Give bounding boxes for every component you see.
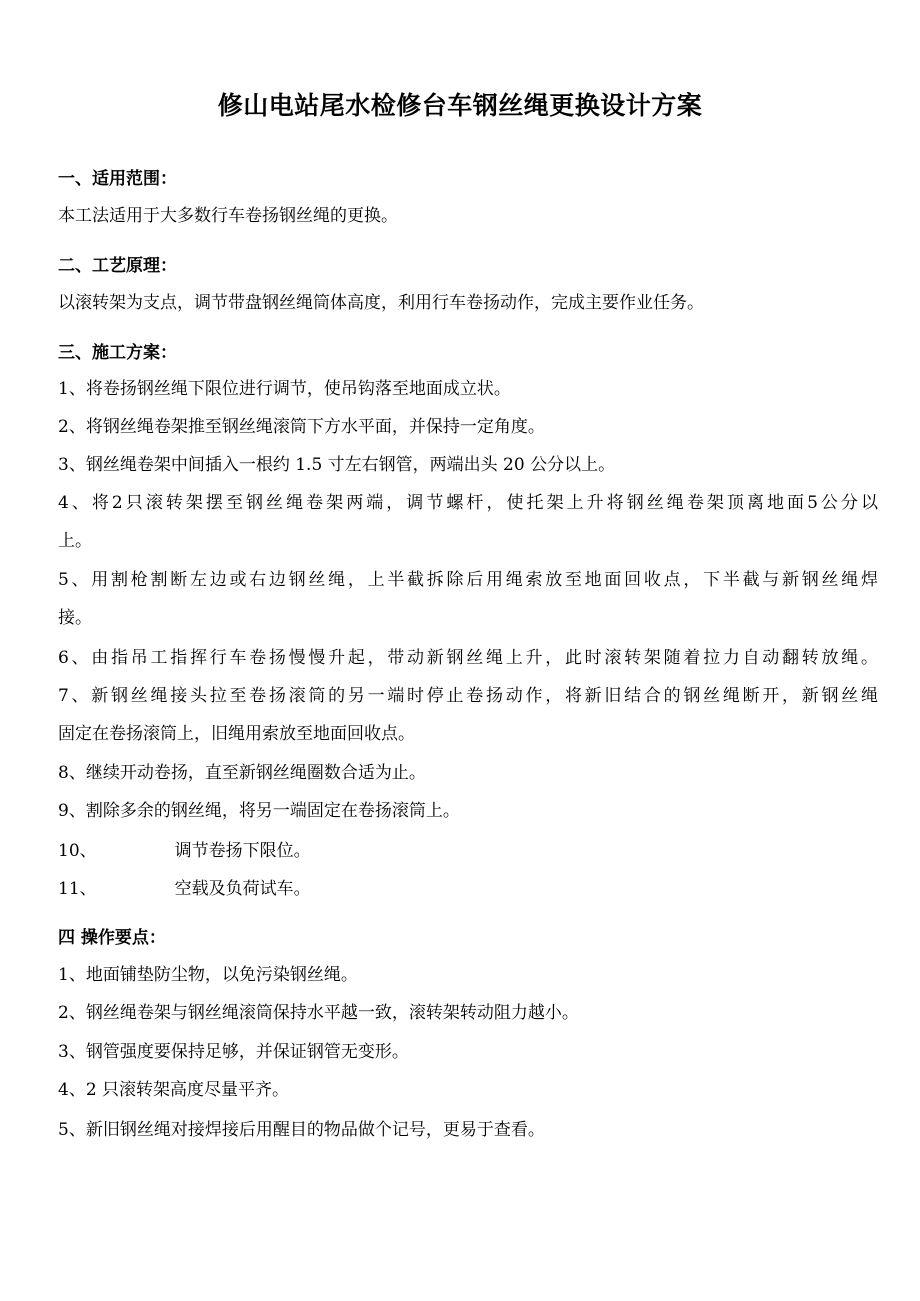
section-text-scope: 本工法适用于大多数行车卷扬钢丝绳的更换。 xyxy=(58,206,398,226)
construction-step-4-line-2: 上。 xyxy=(58,531,92,551)
construction-step-11-text: 空载及负荷试车。 xyxy=(174,879,311,899)
key-point-4: 4、2 只滚转架高度尽量平齐。 xyxy=(58,1080,290,1100)
construction-step-8: 8、继续开动卷扬，直至新钢丝绳圈数合适为止。 xyxy=(58,763,426,783)
document-title: 修山电站尾水检修台车钢丝绳更换设计方案 xyxy=(217,91,703,120)
construction-step-10 xyxy=(58,838,878,864)
construction-step-4-line-1: 4、将2只滚转架摆至钢丝绳卷架两端，调节螺杆，使托架上升将钢丝绳卷架顶离地面5公分以 xyxy=(58,493,878,513)
construction-step-3: 3、钢丝绳卷架中间插入一根约 1.5 寸左右钢管，两端出头 20 公分以上。 xyxy=(58,455,616,475)
construction-step-11 xyxy=(58,876,878,902)
key-point-5: 5、新旧钢丝绳对接焊接后用醒目的物品做个记号，更易于查看。 xyxy=(58,1120,545,1140)
key-point-1: 1、地面铺垫防尘物，以免污染钢丝绳。 xyxy=(58,965,358,985)
construction-step-6: 6、由指吊工指挥行车卷扬慢慢升起，带动新钢丝绳上升，此时滚转架随着拉力自动翻转放绳。 xyxy=(58,648,878,668)
section-heading-key-points: 四 操作要点： xyxy=(58,928,166,948)
section-text-principle: 以滚转架为支点，调节带盘钢丝绳筒体高度，利用行车卷扬动作，完成主要作业任务。 xyxy=(58,293,704,313)
construction-step-10-text: 调节卷扬下限位。 xyxy=(174,841,311,861)
construction-step-2: 2、将钢丝绳卷架推至钢丝绳滚筒下方水平面，并保持一定角度。 xyxy=(58,417,545,437)
construction-step-5-line-2: 接。 xyxy=(58,608,92,628)
key-point-2: 2、钢丝绳卷架与钢丝绳滚筒保持水平越一致，滚转架转动阻力越小。 xyxy=(58,1003,579,1023)
construction-step-7-line-2: 固定在卷扬滚筒上，旧绳用索放至地面回收点。 xyxy=(58,724,415,744)
construction-step-10-number: 10、 xyxy=(58,841,97,861)
section-heading-scope: 一、适用范围： xyxy=(58,169,177,189)
construction-step-11-number: 11、 xyxy=(58,879,97,899)
construction-step-7-line-1: 7、新钢丝绳接头拉至卷扬滚筒的另一端时停止卷扬动作，将新旧结合的钢丝绳断开，新钢丝绳 xyxy=(58,686,878,706)
construction-step-9: 9、割除多余的钢丝绳，将另一端固定在卷扬滚筒上。 xyxy=(58,801,460,821)
section-heading-principle: 二、工艺原理： xyxy=(58,256,177,276)
section-heading-construction: 三、施工方案： xyxy=(58,343,177,363)
construction-step-1: 1、将卷扬钢丝绳下限位进行调节，使吊钩落至地面成立状。 xyxy=(58,379,511,399)
key-point-3: 3、钢管强度要保持足够，并保证钢管无变形。 xyxy=(58,1042,409,1062)
construction-step-5-line-1: 5、用割枪割断左边或右边钢丝绳，上半截拆除后用绳索放至地面回收点，下半截与新钢丝绳焊 xyxy=(58,570,878,590)
